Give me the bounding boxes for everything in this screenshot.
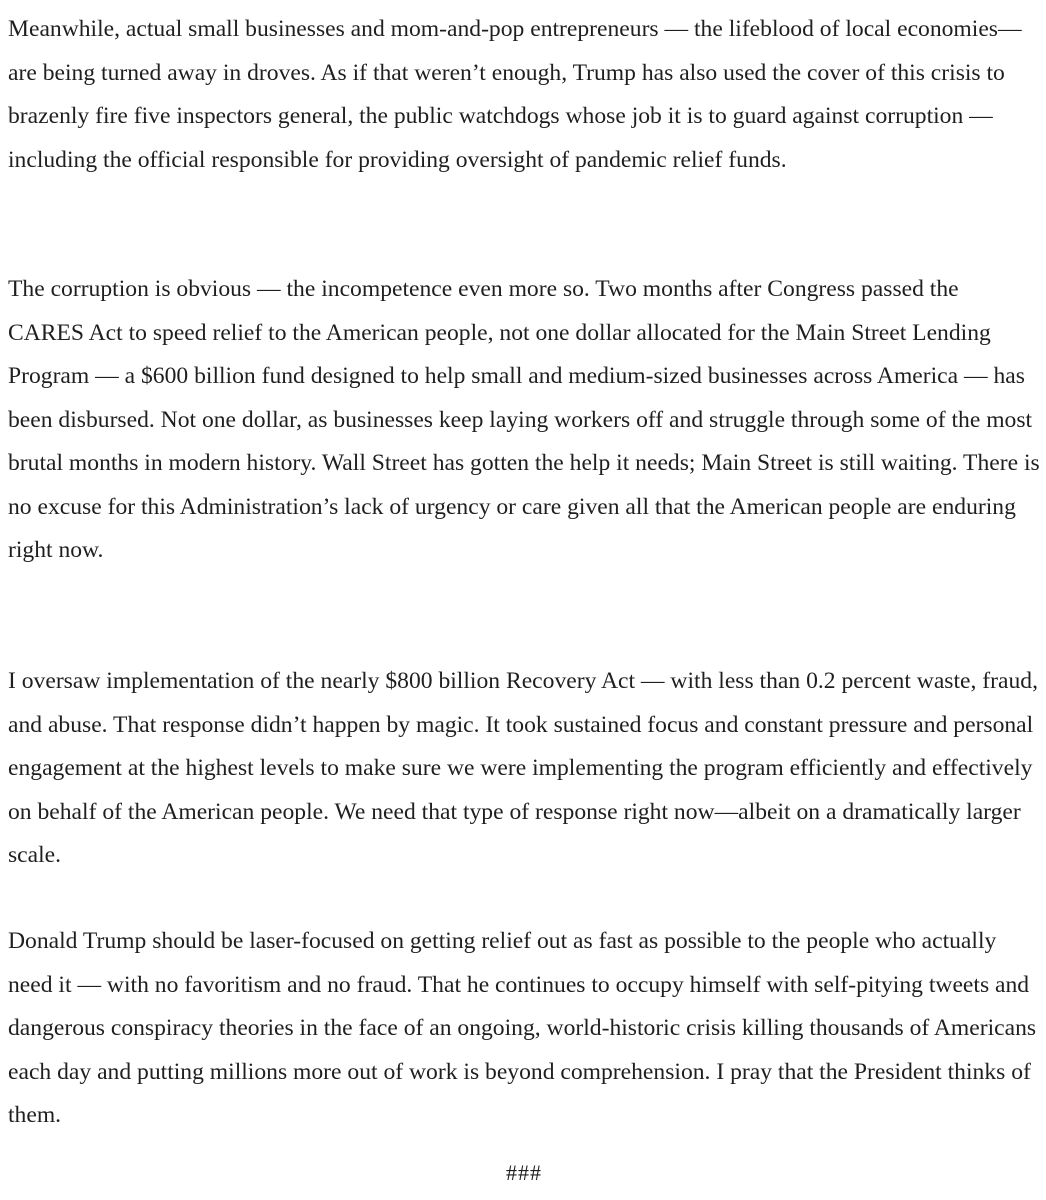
- paragraph-trump-relief: Donald Trump should be laser-focused on getting relief out as fast as possible to the people who actually need it — with no favoritism and no fraud. That he continues to occupy himself with self-pitying tweets and dangerous conspiracy theories in the face of an ongoing, world-historic crisis killing thousands of Americans each day and putting millions more out of work is beyond comprehension. I pray that the President thinks of them.: [8, 928, 1037, 1128]
- paragraph-small-businesses: Meanwhile, actual small businesses and mom-and-pop entrepreneurs — the lifeblood of local economies—are being turned away in droves. As if that weren’t enough, Trump has also used the cover of this crisis to brazenly fire five inspectors general, the public watchdogs whose job it is to guard against corruption — including the official responsible for providing oversight of pandemic relief funds.: [8, 16, 1022, 173]
- end-of-release-mark: ###: [506, 1160, 542, 1185]
- paragraph-cares-act: The corruption is obvious — the incompetence even more so. Two months after Congress passed the CARES Act to speed relief to the American people, not one dollar allocated for the Main Street Lending Program — a $600 billion fund designed to help small and medium-sized businesses across America — has been disbursed. Not one dollar, as businesses keep laying workers off and struggle through some of the most brutal months in modern history. Wall Street has gotten the help it needs; Main Street is still waiting. There is no excuse for this Administration’s lack of urgency or care given all that the American people are enduring right now.: [8, 276, 1040, 563]
- paragraph-recovery-act: I oversaw implementation of the nearly $800 billion Recovery Act — with less than 0.2 percent waste, fraud, and abuse. That response didn’t happen by magic. It took sustained focus and constant pressure and personal engagement at the highest levels to make sure we were implementing the program efficiently and effectively on behalf of the American people. We need that type of response right now—albeit on a dramatically larger scale.: [8, 668, 1038, 868]
